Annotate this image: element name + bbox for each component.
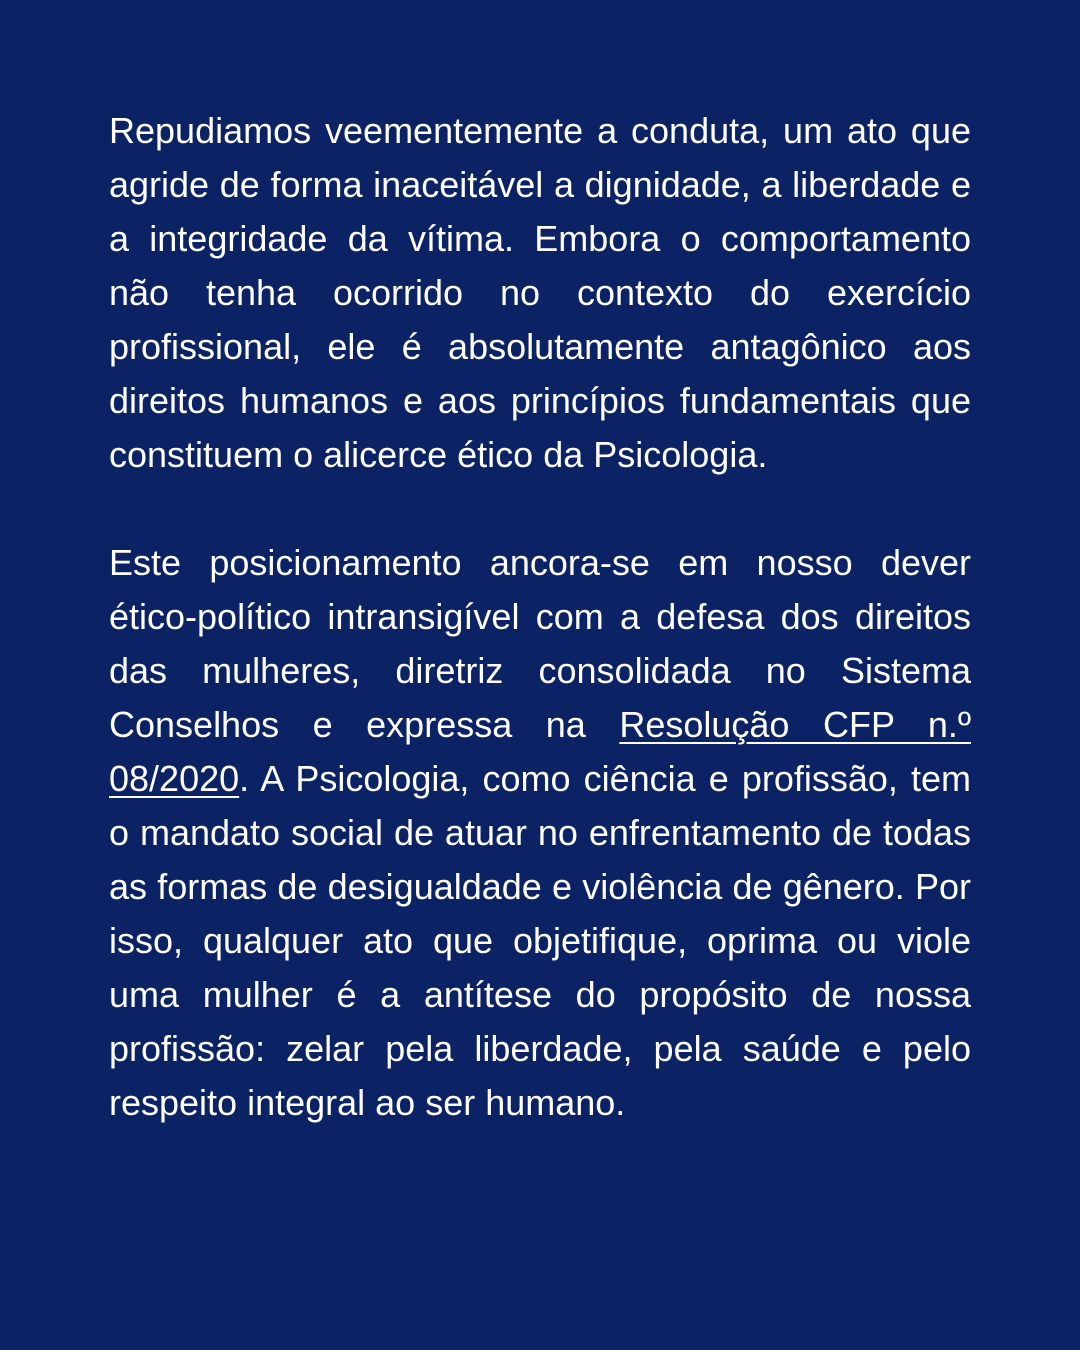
paragraph-positioning [109,536,971,1130]
paragraph-repudiation: Repudiamos veementemente a conduta, um ato que agride de forma inaceitável a dignidade, a liberdade e a integridade da vítima. Embora o comportamento não tenha ocorrido no contexto do exercício profissional, ele é absolutamente antagônico aos direitos humanos e aos princípios fundamentais que constituem o alicerce ético da Psicologia. [109,110,971,475]
resolution-cfp-link[interactable]: Resolução CFP n.º 08/2020 [109,704,971,799]
paragraph-positioning-body: . A Psicologia, como ciência e profissão, tem o mandato social de atuar no enfrentamento de todas as formas de desigualdade e violência de gênero. Por isso, qualquer ato que objetifique, oprima ou viole uma mulher é a antítese do propósito de nossa profissão: zelar pela liberdade, pela saúde e pelo respeito integral ao ser humano. [109,758,971,1123]
paragraph-positioning-intro: Este posicionamento ancora-se em nosso dever ético-político intransigível com a defesa dos direitos das mulheres, diretriz consolidada no Sistema Conselhos e expressa na [109,542,971,745]
